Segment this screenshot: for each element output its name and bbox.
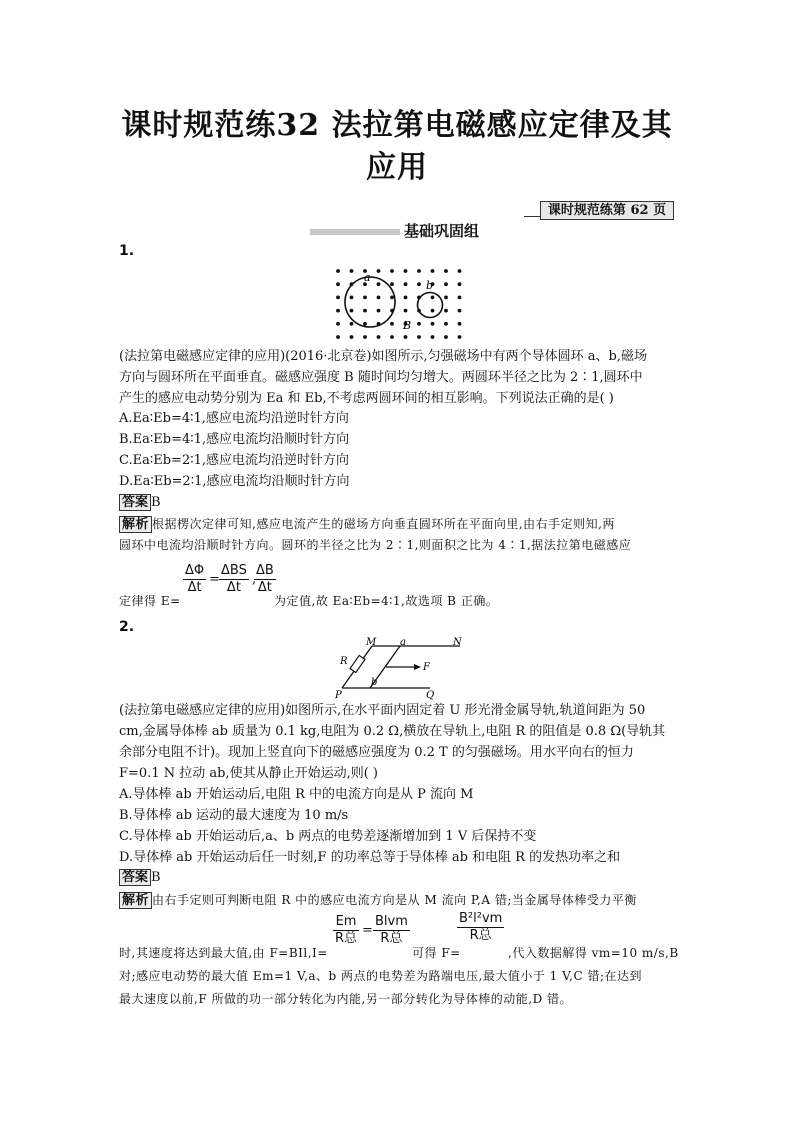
field-dot [458,282,462,286]
q2-formula-eq: = [362,923,373,938]
reference-box: 课时规范练第 62 页 [540,201,674,220]
label-b: b [371,677,378,688]
q2-analysis-line2c: ,代入数据解得 vm=10 m/s,B [508,946,679,960]
q2-answer: B [151,870,161,885]
field-dot [458,309,462,313]
q1-frac-dphi-dt: $\frac{\Delta\Phi}{\Delta t}$ [185,563,205,595]
label-M: M [366,637,377,648]
label-Q: Q [426,690,435,700]
q1-answer: B [151,495,161,510]
q1-formula-eq: = [209,572,220,587]
answer-tag: 答案 [119,869,151,886]
field-dot [336,335,340,339]
q1-analysis-line3-pre: 定律得 E= [119,594,181,608]
field-dot [417,269,421,273]
field-dot [431,269,435,273]
field-dot [350,335,354,339]
field-dot [336,309,340,313]
field-dot [350,322,354,326]
q2-analysis-line2a: 时,其速度将达到最大值,由 F=BIl,I= [119,946,328,960]
field-dot [377,309,381,313]
question-2-number: 2. [119,619,135,635]
q2-frac-em-r: Em R总 [335,914,358,946]
question-1-number: 1. [119,243,135,259]
label-B: B [403,319,412,332]
field-dot [404,269,408,273]
field-dot [404,282,408,286]
q2-frac-b2l2v-r: B²l²vm R总 [459,911,503,943]
field-dot [350,269,354,273]
field-dot [431,335,435,339]
field-dot [431,322,435,326]
field-dot [377,269,381,273]
label-N: N [453,637,462,648]
answer-tag: 答案 [119,494,151,511]
field-dot [458,335,462,339]
q1-frac-db-dt: $\frac{\Delta B}{\Delta t}$ [256,563,274,595]
label-a: a [400,637,406,648]
q1-option-c: C.Ea∶Eb=2∶1,感应电流均沿逆时针方向 [119,453,350,468]
q2-stem-line4: F=0.1 N 拉动 ab,使其从静止开始运动,则( ) [119,766,378,781]
field-dot [404,335,408,339]
q2-frac-blv-r: Blvm R总 [375,914,408,946]
label-R: R [340,656,348,667]
field-dot [363,296,367,300]
q2-option-b: B.导体棒 ab 运动的最大速度为 10 m/s [119,808,349,823]
label-a: a [364,271,371,284]
q1-figure-magnetic-field [330,265,465,345]
q1-stem-line3: 产生的感应电动势分别为 Ea 和 Eb,不考虑两圆环间的相互影响。下列说法正确的是( ) [119,391,614,406]
q2-option-d: D.导体棒 ab 开始运动后任一时刻,F 的功率总等于导体棒 ab 和电阻 R 的发热功率之和 [119,850,621,865]
ring-b [418,293,443,318]
q1-analysis-line2: 圆环中电流均沿顺时针方向。圆环的半径之比为 2∶1,则面积之比为 4∶1,据法拉第电磁感应 [119,538,632,552]
section-bar [310,229,400,235]
field-dot [390,296,394,300]
field-dot [458,322,462,326]
q2-option-a: A.导体棒 ab 开始运动后,电阻 R 中的电流方向是从 P 流向 M [119,787,474,802]
ring-a [345,277,395,327]
field-dot [377,335,381,339]
field-dot [444,335,448,339]
q2-figure-rail [330,636,465,700]
field-dot [458,269,462,273]
field-dot [404,296,408,300]
q1-option-d: D.Ea∶Eb=2∶1,感应电流均沿顺时针方向 [119,474,350,489]
field-dot [417,282,421,286]
field-dot [390,282,394,286]
q2-analysis-line3: 对;感应电动势的最大值 Em=1 V,a、b 两点的电势差为路端电压,最大值小于 1 V,C 错;在达到 [119,969,643,983]
field-dot [444,282,448,286]
analysis-tag: 解析 [119,892,152,909]
q1-option-b: B.Ea∶Eb=4∶1,感应电流均沿顺时针方向 [119,432,350,447]
q2-analysis-line4: 最大速度以前,F 所做的功一部分转化为内能,另一部分转化为导体棒的动能,D 错。 [119,992,573,1006]
label-b: b [426,279,434,292]
field-dot [444,296,448,300]
field-dot [377,296,381,300]
field-dot [350,296,354,300]
q2-stem-line3: 余部分电阻不计)。现加上竖直向下的磁感应强度为 0.2 T 的匀强磁场。用水平向右的恒力 [119,745,634,760]
field-dot [417,335,421,339]
section-title: 基础巩固组 [404,222,480,240]
field-dot [336,269,340,273]
field-dot [336,282,340,286]
field-dot [444,322,448,326]
field-dot [444,269,448,273]
q2-analysis-line1: 解析 由右手定则可判断电阻 R 中的感应电流方向是从 M 流向 P,A 错;当金属导体棒受力平衡 [119,891,637,909]
field-dot [377,282,381,286]
q2-analysis-line2b: 可得 F= [412,946,461,960]
field-dot [458,296,462,300]
q1-analysis-line3-post: 为定值,故 Ea∶Eb=4∶1,故选项 B 正确。 [274,594,499,608]
field-dot [431,296,435,300]
field-dot [417,322,421,326]
q2-stem-line1: (法拉第电磁感应定律的应用)如图所示,在水平面内固定着 U 形光滑金属导轨,轨道间距为 50 [119,703,646,718]
field-dot [363,322,367,326]
label-F: F [423,662,430,673]
field-dot [390,322,394,326]
q1-stem-line2: 方向与圆环所在平面垂直。磁感应强度 B 随时间均匀增大。两圆环半径之比为 2∶1,圆环中 [119,370,643,385]
field-dot [444,309,448,313]
analysis-tag: 解析 [119,516,152,533]
q1-option-a: A.Ea∶Eb=4∶1,感应电流均沿逆时针方向 [119,411,349,426]
q1-answer-row [119,494,161,512]
q1-formula-comma: , [252,572,257,587]
field-dot [336,322,340,326]
q1-stem-line1: (法拉第电磁感应定律的应用)(2016·北京卷)如图所示,匀强磁场中有两个导体圆环 a、b,磁场 [119,349,647,364]
page-title-line1: 课时规范练32 法拉第电磁感应定律及其 [121,108,673,143]
label-P: P [335,690,342,700]
field-dot [390,335,394,339]
q2-option-c: C.导体棒 ab 开始运动后,a、b 两点的电势差逐渐增加到 1 V 后保持不变 [119,829,537,844]
field-dot [336,296,340,300]
field-dot [350,309,354,313]
q1-frac-dbs-dt: ΔBS Δt [221,563,247,595]
field-dot [390,269,394,273]
field-dot [431,309,435,313]
page-title-line2: 应用 [366,150,428,185]
q1-analysis-line1: 解析 根据楞次定律可知,感应电流产生的磁场方向垂直圆环所在平面向里,由右手定则知,两 [119,515,615,533]
q2-stem-line2: cm,金属导体棒 ab 质量为 0.1 kg,电阻为 0.2 Ω,横放在导轨上,电阻 R 的阻值是 0.8 Ω(导轨其 [119,724,666,739]
field-dot [363,335,367,339]
q2-answer-row [119,869,161,887]
field-dot [404,309,408,313]
field-dot [363,309,367,313]
